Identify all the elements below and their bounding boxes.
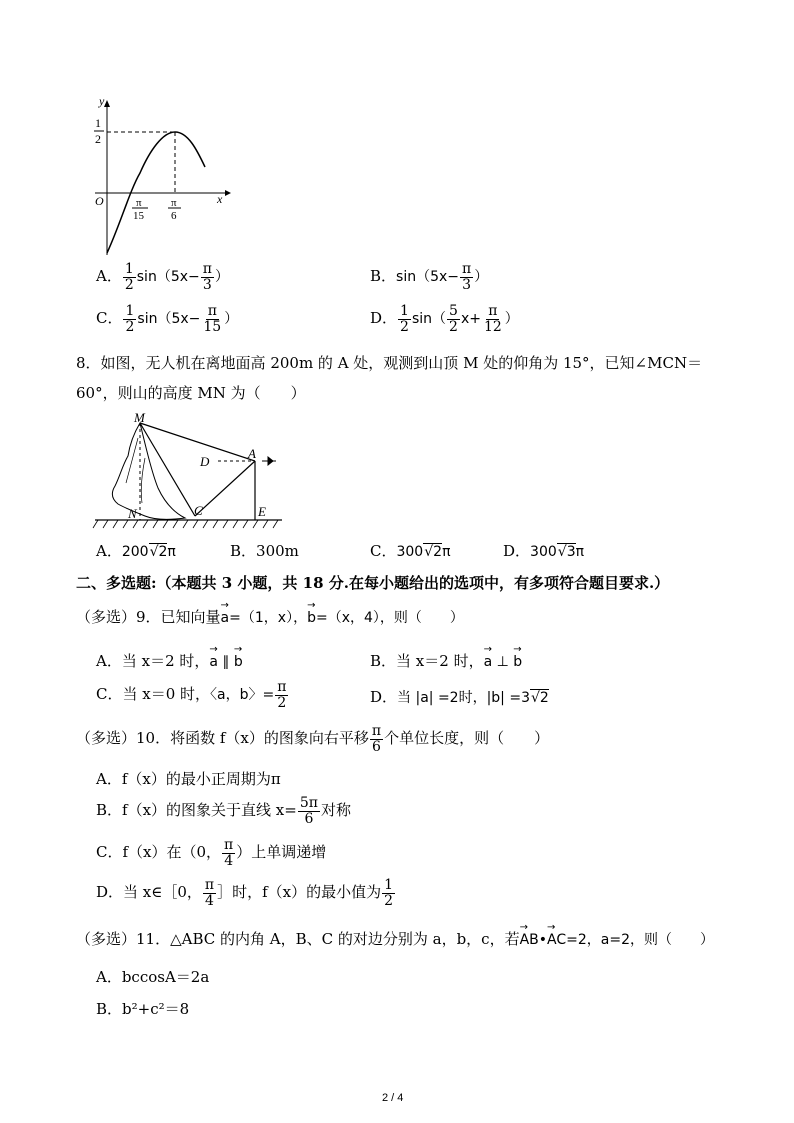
mountain-diagram [90,408,290,533]
q7-option-b[interactable]: B．sin（5x− $\frac{\pi}{3}$ ） [370,261,489,293]
q8-option-d[interactable]: D．300√3π [503,542,585,560]
q8-option-b[interactable]: B．300m [230,542,299,560]
label-A: A [248,446,256,461]
y-axis-label: y [99,95,105,108]
q10-option-b[interactable]: B．f（x）的图象关于直线 x= $\frac{5\pi}{6}$ 对称 [96,795,351,827]
q8-option-c[interactable]: C．300√2π [370,542,451,560]
q11-stem: （多选）11．△ABC 的内角 A，B、C 的对边分别为 a，b，c，若→ AB•→ AC=2，a=2，则（ ） [76,928,714,949]
line-MC [140,423,195,516]
label-M: M [134,410,145,425]
q7-option-d[interactable]: D． $\frac{1}{2}$ sin（ $\frac{5}{2}$ x+ $\frac{\pi}{12}$ ） [370,303,519,335]
x-tick1-den: 15 [133,210,144,222]
origin-label: O [95,194,104,208]
q7-option-c[interactable]: C． $\frac{1}{2}$ sin（5x− $\frac{\pi}{15}$ ） [96,303,239,335]
sine-graph [85,95,245,265]
y-tick-den: 2 [95,132,101,146]
line-MA [140,423,255,461]
q11-option-a[interactable]: A．bccosA＝2a [96,968,210,986]
label-C: C [194,503,203,518]
x-tick2-num: π [171,197,177,209]
q9-option-b[interactable]: B．当 x＝2 时，→ a ⊥ → b [370,650,522,671]
page-number: 2 / 4 [382,1092,404,1104]
q8-stem-line1: 8．如图，无人机在离地面高 200m 的 A 处，观测到山顶 M 处的仰角为 15°，已知∠MCN＝ [76,354,703,372]
q8-option-a[interactable]: A．200√2π [96,542,176,560]
x-axis-label: x [217,192,223,206]
q9-option-a[interactable]: A．当 x＝2 时，→ a ∥ → b [96,650,243,671]
line-CA [195,461,255,516]
q9-stem: （多选）9．已知向量→ a=（1，x），→ b=（x，4），则（ ） [76,606,464,627]
q7-option-a[interactable]: A． $\frac{1}{2}$ sin（5x− $\frac{\pi}{3}$ ） [96,261,229,293]
label-N: N [128,506,137,521]
q8-stem-line2: 60°，则山的高度 MN 为（ ） [76,384,306,402]
q10-stem: （多选）10．将函数 f（x）的图象向右平移 $\frac{\pi}{6}$ 个单位长度，则（ ） [76,723,550,755]
x-tick2-den: 6 [171,210,177,222]
y-tick-num: 1 [95,116,101,130]
label-E: E [258,504,266,519]
q10-option-c[interactable]: C．f（x）在（0， $\frac{\pi}{4}$ ）上单调递增 [96,837,327,869]
q9-option-c[interactable]: C．当 x＝0 时，〈a，b〉= $\frac{\pi}{2}$ [96,679,287,711]
section-heading: 二、多选题:（本题共 3 小题，共 18 分.在每小题给出的选项中，有多项符合题目要求.） [76,574,670,592]
q10-option-d[interactable]: D．当 x∈［0， $\frac{\pi}{4}$ ］时，f（x）的最小值为 $\frac{1}{2}$ [96,877,394,909]
q10-option-a[interactable]: A．f（x）的最小正周期为π [96,770,281,788]
drone-icon [262,457,276,465]
q11-option-b[interactable]: B．b²+c²＝8 [96,1000,190,1018]
x-tick1-num: π [136,197,142,209]
q9-option-d[interactable]: D．当 |a| =2时，|b| =3√2 [370,688,549,706]
label-D: D [200,454,210,469]
